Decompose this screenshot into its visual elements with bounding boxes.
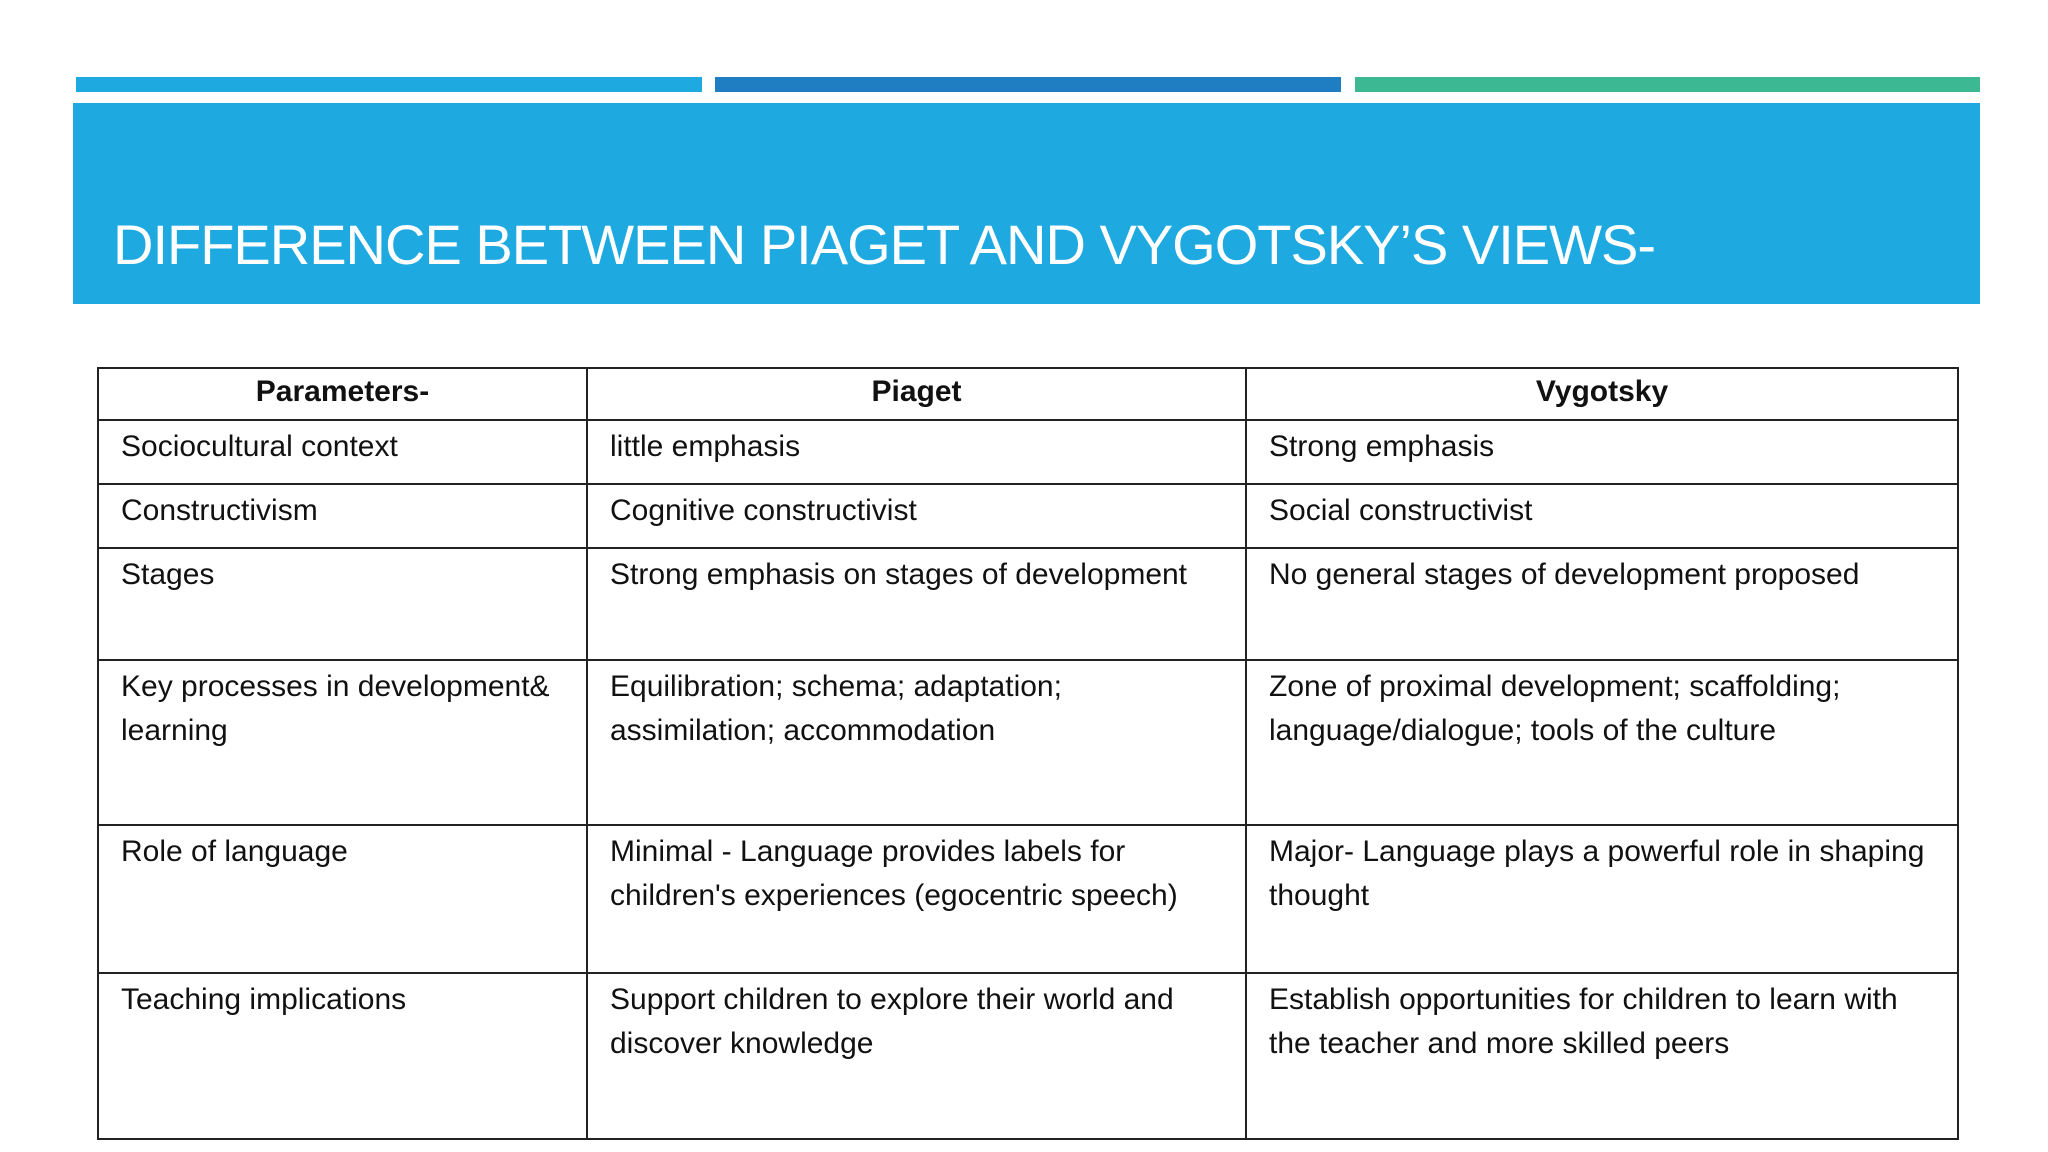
table-row	[98, 420, 1958, 484]
title-banner	[73, 103, 1980, 304]
parameter-cell: Teaching implications	[98, 973, 587, 1139]
piaget-cell: Equilibration; schema; adaptation; assimilation; accommodation	[587, 660, 1246, 825]
accent-bar-light-blue	[76, 77, 702, 92]
vygotsky-cell: Zone of proximal development; scaffolding; language/dialogue; tools of the culture	[1246, 660, 1958, 825]
parameter-cell: Sociocultural context	[98, 420, 587, 484]
piaget-cell: Minimal - Language provides labels for children's experiences (egocentric speech)	[587, 825, 1246, 973]
vygotsky-cell: Major- Language plays a powerful role in shaping thought	[1246, 825, 1958, 973]
table-row	[98, 660, 1958, 825]
piaget-cell: little emphasis	[587, 420, 1246, 484]
comparison-table	[97, 367, 1959, 1140]
vygotsky-cell: Establish opportunities for children to learn with the teacher and more skilled peers	[1246, 973, 1958, 1139]
vygotsky-cell: Social constructivist	[1246, 484, 1958, 548]
table-row	[98, 825, 1958, 973]
parameter-cell: Stages	[98, 548, 587, 660]
parameter-cell: Role of language	[98, 825, 587, 973]
vygotsky-cell: No general stages of development proposed	[1246, 548, 1958, 660]
accent-bar-green	[1355, 77, 1980, 92]
table-row	[98, 548, 1958, 660]
piaget-cell: Support children to explore their world and discover knowledge	[587, 973, 1246, 1139]
table-row	[98, 973, 1958, 1139]
piaget-cell: Strong emphasis on stages of development	[587, 548, 1246, 660]
parameter-cell: Key processes in development& learning	[98, 660, 587, 825]
header-vygotsky: Vygotsky	[1246, 368, 1958, 420]
vygotsky-cell: Strong emphasis	[1246, 420, 1958, 484]
accent-bar-dark-blue	[715, 77, 1341, 92]
header-parameters: Parameters-	[98, 368, 587, 420]
header-piaget: Piaget	[587, 368, 1246, 420]
slide-title: DIFFERENCE BETWEEN PIAGET AND VYGOTSKY’S VIEWS-	[113, 213, 1655, 276]
parameter-cell: Constructivism	[98, 484, 587, 548]
piaget-cell: Cognitive constructivist	[587, 484, 1246, 548]
table-row	[98, 484, 1958, 548]
table-header-row	[98, 368, 1958, 420]
